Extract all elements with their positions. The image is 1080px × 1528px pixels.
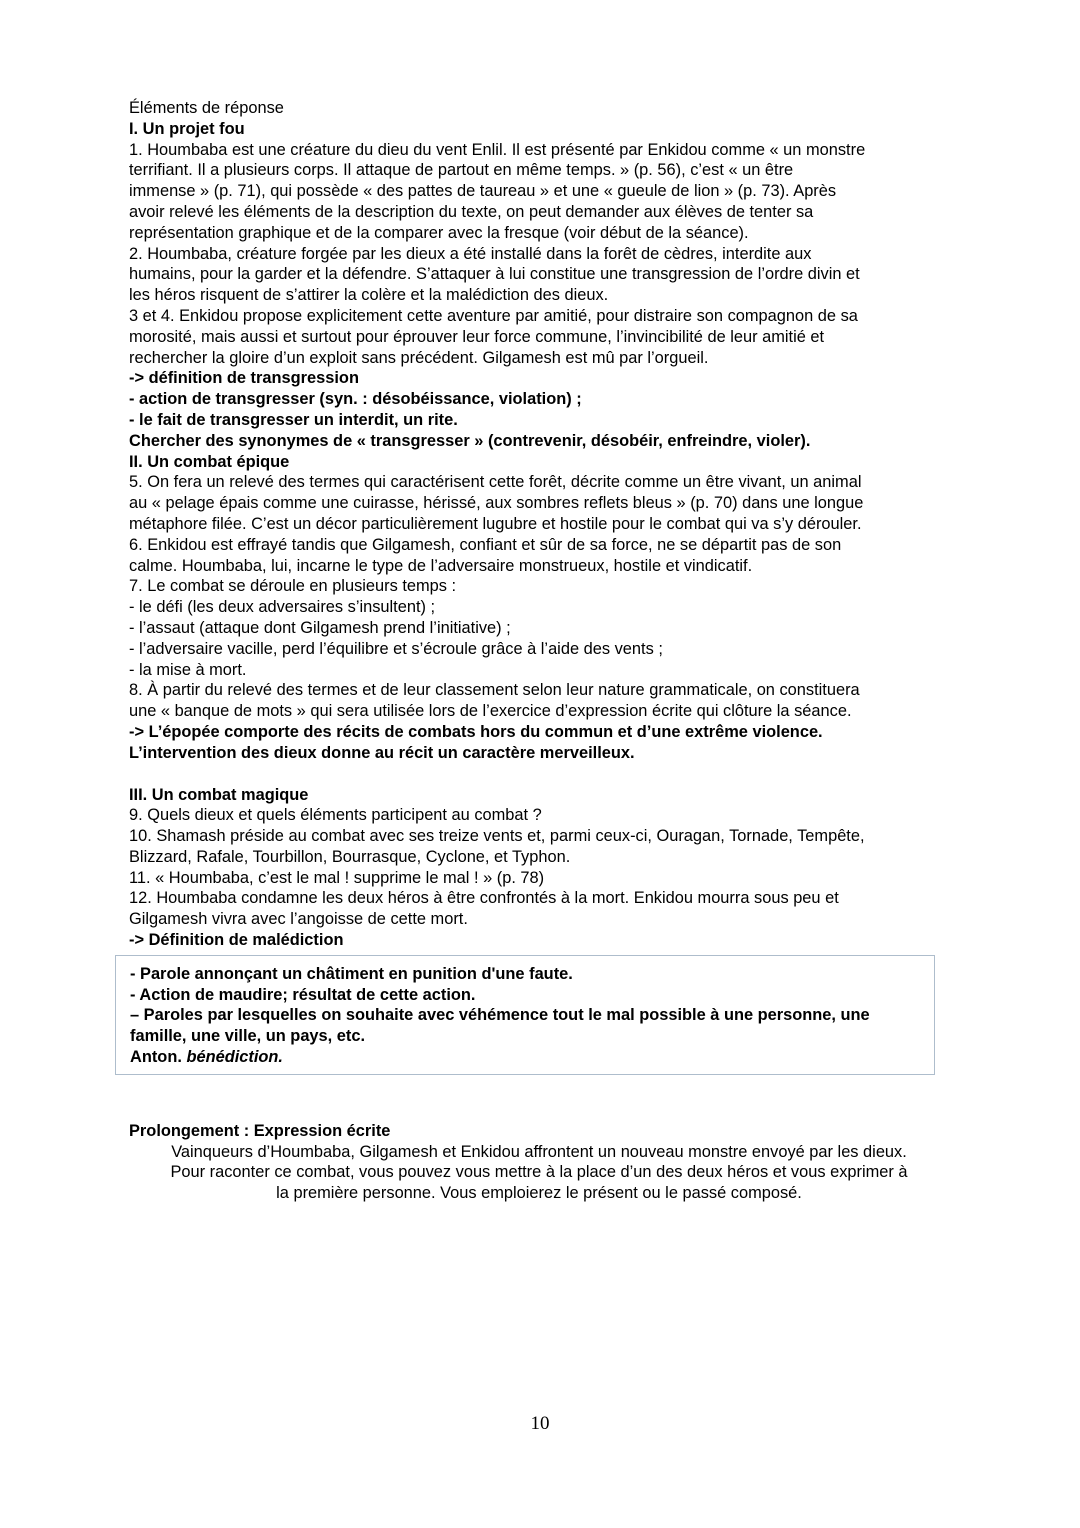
section-1-text — [129, 140, 959, 452]
text-line: avoir relevé les éléments de la description du texte, on peut demander aux élèves de tenter sa — [129, 202, 814, 221]
text-line: Blizzard, Rafale, Tourbillon, Bourrasque, Cyclone, et Typhon. — [129, 847, 571, 866]
text-line: 1. Houmbaba est une créature du dieu du vent Enlil. Il est présenté par Enkidou comme « un monstre — [129, 140, 866, 159]
text-line: Gilgamesh vivra avec l’angoisse de cette mort. — [129, 910, 468, 929]
text-line: métaphore filée. C’est un décor particulièrement lugubre et hostile pour le combat qui va s’y dérouler. — [129, 514, 862, 533]
text-line: 5. On fera un relevé des termes qui caractérisent cette forêt, décrite comme un être vivant, un animal — [129, 473, 862, 492]
text-line: immense » (p. 71), qui possède « des pattes de taureau » et une « gueule de lion » (p. 73). Après — [129, 182, 837, 201]
definition-line: Chercher des synonymes de « transgresser » (contrevenir, désobéir, enfreindre, violer). — [129, 431, 811, 450]
section-heading: Éléments de réponse — [129, 99, 284, 117]
prolongement-title: Prolongement : Expression écrite — [129, 1121, 391, 1140]
text-line: 7. Le combat se déroule en plusieurs temps : — [129, 577, 457, 596]
text-line: morosité, mais aussi et surtout pour éprouver leur force commune, l’invincibilité de leur amitié et — [129, 327, 825, 346]
definition-line: - Parole annonçant un châtiment en punition d'une faute. — [130, 964, 573, 983]
text-line: 11. « Houmbaba, c’est le mal ! supprime le mal ! » (p. 78) — [129, 868, 545, 887]
page-number: 10 — [530, 1413, 550, 1434]
text-line: les héros risquent de s’attirer la colère et la malédiction des dieux. — [129, 286, 609, 305]
definition-box — [115, 955, 935, 1075]
antonym-label: Anton. — [130, 1048, 182, 1067]
definition-line: famille, une ville, un pays, etc. — [130, 1027, 366, 1046]
text-line: 12. Houmbaba condamne les deux héros à être confrontés à la mort. Enkidou mourra sous peu et — [129, 889, 839, 908]
text-line: 10. Shamash préside au combat avec ses treize vents et, parmi ceux-ci, Ouragan, Tornade, Tempête, — [129, 827, 865, 846]
document-body — [129, 98, 959, 1204]
spacer — [129, 764, 959, 785]
definition-line: - Action de maudire; résultat de cette action. — [130, 985, 476, 1004]
text-line: au « pelage épais comme une cuirasse, hérissé, aux sombres reflets bleus » (p. 70) dans une longue — [129, 494, 864, 513]
text-line: - l’assaut (attaque dont Gilgamesh prend l’initiative) ; — [129, 618, 511, 637]
text-line: rechercher la gloire d’un exploit sans précédent. Gilgamesh est mû par l’orgueil. — [129, 348, 709, 367]
text-line: 9. Quels dieux et quels éléments participent au combat ? — [129, 806, 542, 825]
definition-line: - action de transgresser (syn. : désobéissance, violation) ; — [129, 390, 582, 409]
text-line: - le défi (les deux adversaires s’insultent) ; — [129, 598, 436, 617]
definition-heading: -> Définition de malédiction — [129, 931, 344, 950]
definition-line: – Paroles par lesquelles on souhaite avec véhémence tout le mal possible à une personne, une — [130, 1006, 870, 1025]
text-line: une « banque de mots » qui sera utilisée lors de l’exercice d’expression écrite qui clôture la séance. — [129, 702, 852, 721]
definition-line: - le fait de transgresser un interdit, un rite. — [129, 410, 458, 429]
text-line: 2. Houmbaba, créature forgée par les dieux a été installé dans la forêt de cèdres, interdite aux — [129, 244, 812, 263]
conclusion-line: L’intervention des dieux donne au récit un caractère merveilleux. — [129, 743, 635, 762]
text-line: terrifiant. Il a plusieurs corps. Il attaque de partout en même temps. » (p. 56), c’est « un être — [129, 161, 794, 180]
antonym-word: bénédiction. — [186, 1048, 283, 1067]
spacer — [129, 1075, 959, 1121]
section-3-text — [129, 805, 959, 951]
text-line: 8. À partir du relevé des termes et de leur classement selon leur nature grammaticale, on constituera — [129, 681, 860, 700]
text-line: - la mise à mort. — [129, 660, 247, 679]
text-line: - l’adversaire vacille, perd l’équilibre et s’écroule grâce à l’aide des vents ; — [129, 639, 663, 658]
conclusion-line: -> L’épopée comporte des récits de combats hors du commun et d’une extrême violence. — [129, 722, 823, 741]
text-line: calme. Houmbaba, lui, incarne le type de l’adversaire monstrueux, hostile et vindicatif. — [129, 556, 753, 575]
text-line: humains, pour la garder et la défendre. S’attaquer à lui constitue une transgression de l’ordre divin et — [129, 265, 860, 284]
section-2-text — [129, 472, 959, 763]
section-title-1: I. Un projet fou — [129, 119, 245, 138]
text-line: 3 et 4. Enkidou propose explicitement cette aventure par amitié, pour distraire son compagnon de sa — [129, 306, 858, 325]
text-line: Vainqueurs d’Houmbaba, Gilgamesh et Enkidou affrontent un nouveau monstre envoyé par les dieux. — [171, 1142, 907, 1161]
section-title-3: III. Un combat magique — [129, 785, 309, 804]
antonym-line — [130, 1047, 920, 1068]
text-line: représentation graphique et de la comparer avec la fresque (voir début de la séance). — [129, 223, 749, 242]
text-line: 6. Enkidou est effrayé tandis que Gilgamesh, confiant et sûr de sa force, ne se départit pas de son — [129, 535, 842, 554]
text-line: la première personne. Vous emploierez le présent ou le passé composé. — [276, 1184, 802, 1203]
definition-line: -> définition de transgression — [129, 369, 359, 388]
section-title-2: II. Un combat épique — [129, 452, 290, 471]
prolongement-text — [129, 1142, 949, 1204]
text-line: Pour raconter ce combat, vous pouvez vous mettre à la place d’un des deux héros et vous exprimer à — [170, 1163, 908, 1182]
